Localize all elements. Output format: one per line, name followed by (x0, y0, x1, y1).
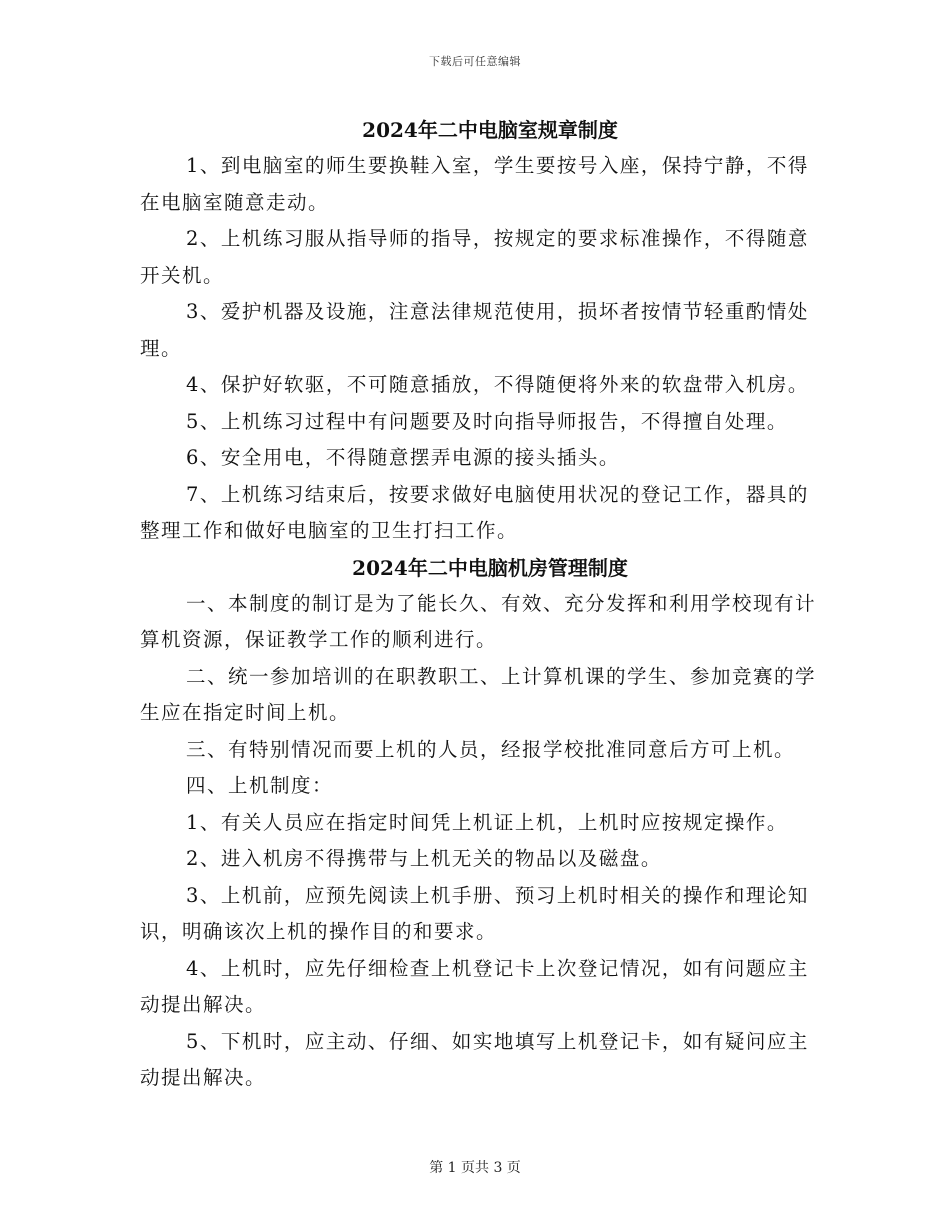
section-2-paragraph: 四、上机制度： (186, 774, 334, 797)
section-2-paragraph: 一、本制度的制订是为了能长久、有效、充分发挥和利用学校现有计算机资源，保证教学工作的顺利进行。 (140, 591, 817, 651)
section-2-paragraph: 3、上机前，应预先阅读上机手册、预习上机时相关的操作和理论知识，明确该次上机的操作目的和要求。 (140, 883, 809, 943)
section-2-paragraph: 二、统一参加培训的在职教职工、上计算机课的学生、参加竞赛的学生应在指定时间上机。 (140, 664, 817, 724)
section-1-paragraph: 1、到电脑室的师生要换鞋入室，学生要按号入座，保持宁静，不得在电脑室随意走动。 (140, 154, 809, 214)
section-2-paragraph: 三、有特别情况而要上机的人员，经报学校批准同意后方可上机。 (186, 737, 796, 761)
section-1-paragraph: 5、上机练习过程中有问题要及时向指导师报告，不得擅自处理。 (186, 409, 788, 433)
section-2-paragraph: 5、下机时，应主动、仔细、如实地填写上机登记卡，如有疑问应主动提出解决。 (140, 1029, 809, 1089)
section-2-paragraph: 1、有关人员应在指定时间凭上机证上机，上机时应按规定操作。 (186, 810, 788, 834)
document-body (140, 112, 820, 1097)
section-1-paragraph: 6、安全用电，不得随意摆弄电源的接头插头。 (186, 446, 620, 469)
section-1-paragraph: 4、保护好软驱，不可随意插放，不得随便将外来的软盘带入机房。 (186, 373, 809, 396)
header-note: 下载后可任意编辑 (429, 55, 521, 68)
section-1-paragraph: 7、上机练习结束后，按要求做好电脑使用状况的登记工作，器具的整理工作和做好电脑室的卫生打扫工作。 (140, 482, 809, 542)
section-2-title: 2024年二中电脑机房管理制度 (352, 555, 628, 580)
page-footer: 第 1 页共 3 页 (429, 1160, 521, 1176)
section-1-paragraph: 2、上机练习服从指导师的指导，按规定的要求标准操作，不得随意开关机。 (140, 227, 809, 287)
section-2-paragraph: 2、进入机房不得携带与上机无关的物品以及磁盘。 (186, 847, 662, 870)
section-1-paragraph: 3、爱护机器及设施，注意法律规范使用，损坏者按情节轻重酌情处理。 (140, 300, 809, 360)
section-1-title: 2024年二中电脑室规章制度 (362, 118, 618, 142)
section-2-paragraph: 4、上机时，应先仔细检查上机登记卡上次登记情况，如有问题应主动提出解决。 (140, 956, 809, 1016)
